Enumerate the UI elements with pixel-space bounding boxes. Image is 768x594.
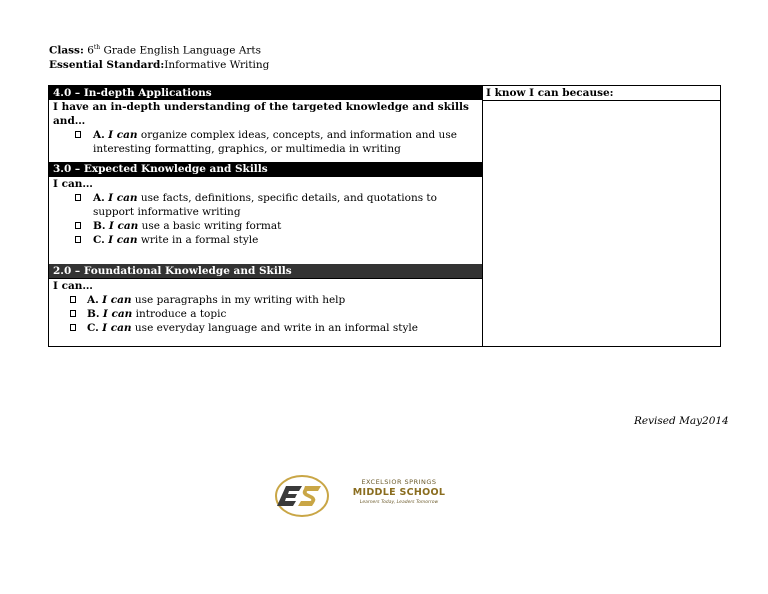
class-grade-sup: th xyxy=(93,44,101,51)
logo-line2: MIDDLE SCHOOL xyxy=(352,487,446,498)
logo-text xyxy=(344,478,454,507)
section-4-title: 4.0 – In-depth Applications xyxy=(49,86,482,100)
logo-line3: Learners Today, Leaders Tomorrow xyxy=(359,500,439,505)
section-2-item-c: C. I can use everyday language and write in an informal style xyxy=(49,321,482,335)
evidence-area[interactable] xyxy=(482,101,720,341)
school-logo xyxy=(272,472,452,520)
checkbox-icon[interactable] xyxy=(75,222,81,229)
rubric-left-column xyxy=(49,86,483,346)
checkbox-icon[interactable] xyxy=(70,296,76,303)
section-2-item-b: B. I can introduce a topic xyxy=(49,307,482,321)
document-header xyxy=(49,41,269,72)
section-4 xyxy=(49,86,482,162)
section-4-intro: I have an in-depth understanding of the targeted knowledge and skills and… xyxy=(53,101,469,127)
evidence-heading: I know I can because: xyxy=(482,86,720,101)
section-3 xyxy=(49,162,482,264)
checkbox-icon[interactable] xyxy=(75,194,81,201)
class-value: Grade English Language Arts xyxy=(103,44,262,57)
rubric-right-column xyxy=(482,86,720,346)
standard-line xyxy=(49,58,269,72)
checkbox-icon[interactable] xyxy=(70,310,76,317)
checkbox-icon[interactable] xyxy=(75,236,81,243)
section-2-title: 2.0 – Foundational Knowledge and Skills xyxy=(49,264,482,278)
class-label: Class: xyxy=(49,44,84,57)
checkbox-icon[interactable] xyxy=(70,324,76,331)
section-2-item-a: A. I can use paragraphs in my writing with help xyxy=(49,293,482,307)
section-3-title: 3.0 – Expected Knowledge and Skills xyxy=(49,162,482,176)
section-3-item-c: C. I can write in a formal style xyxy=(49,233,482,247)
class-line xyxy=(49,41,269,58)
checkbox-icon[interactable] xyxy=(75,131,81,138)
class-grade-num: 6 xyxy=(87,44,94,57)
logo-line1: EXCELSIOR SPRINGS xyxy=(361,478,437,486)
rubric-table xyxy=(48,85,721,347)
section-2 xyxy=(49,264,482,335)
es-monogram-icon xyxy=(272,472,332,520)
section-4-item-a: A. I can organize complex ideas, concepts, and information and use interesting formatting, graphics, or multimedia in writing xyxy=(49,128,482,156)
section-3-item-b: B. I can use a basic writing format xyxy=(49,219,482,233)
standard-value: Informative Writing xyxy=(164,58,270,71)
section-3-intro: I can… xyxy=(49,176,482,191)
revised-date: Revised May2014 xyxy=(634,415,729,427)
standard-label: Essential Standard: xyxy=(49,58,165,71)
section-3-item-a: A. I can use facts, definitions, specific details, and quotations to support informative writing xyxy=(49,191,482,219)
section-2-intro: I can… xyxy=(49,278,482,293)
